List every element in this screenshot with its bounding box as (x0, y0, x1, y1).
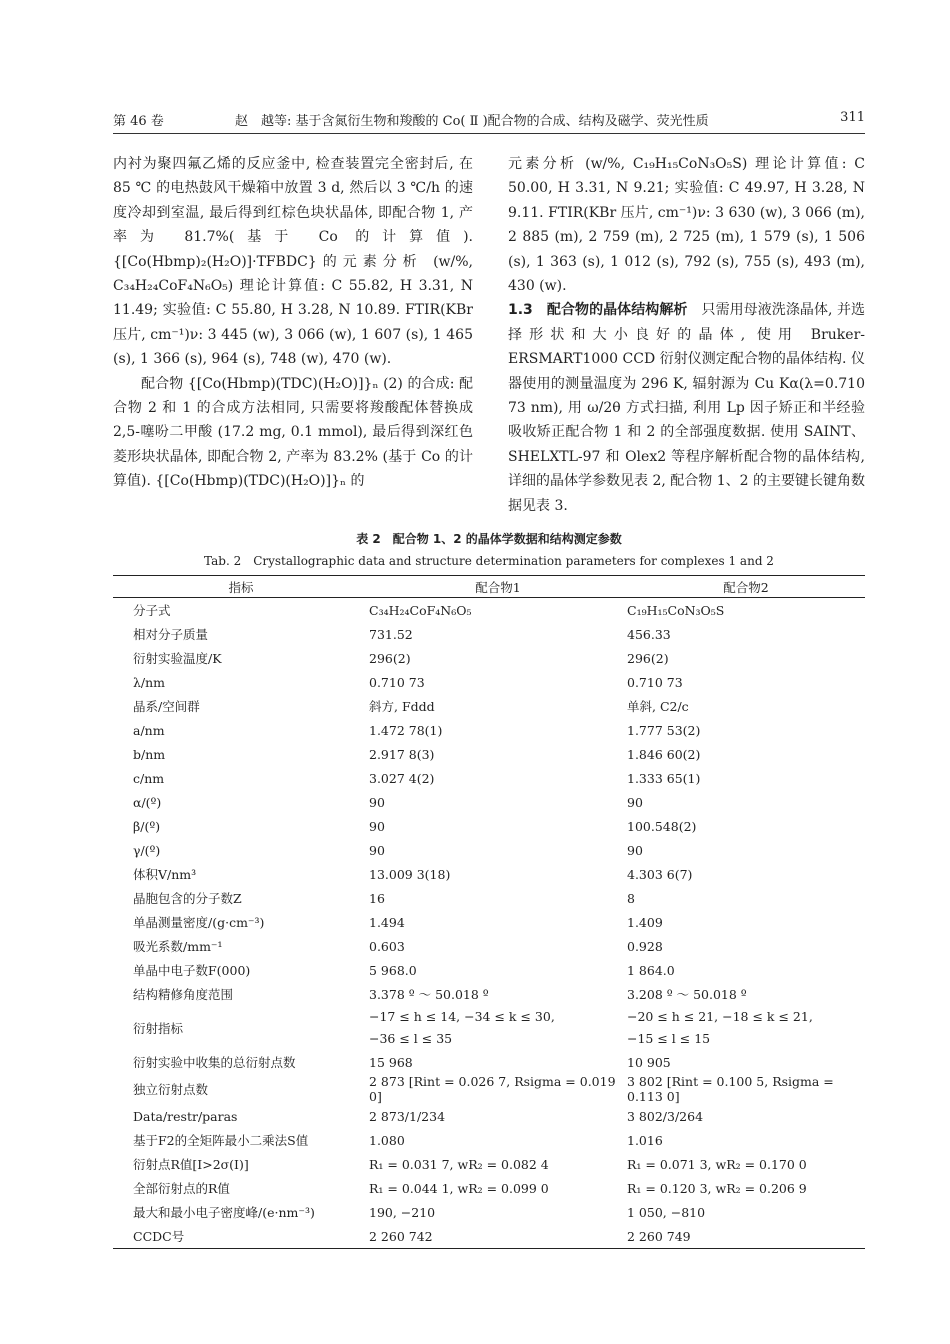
right-column (508, 152, 865, 518)
row-value: 斜方, Fddd (369, 699, 435, 714)
table-caption-en: Tab. 2 Crystallographic data and structure determination parameters for complexes 1 and 2 (204, 554, 774, 568)
row-value: 1.494 (369, 914, 405, 930)
row-label: 衍射指标 (133, 1021, 184, 1036)
row-value: 1 864.0 (627, 962, 675, 978)
row-value: 13.009 3(18) (369, 866, 451, 882)
row-label: 结构精修角度范围 (133, 987, 234, 1002)
table-row (113, 598, 865, 623)
table-row (113, 982, 865, 1006)
row-label: 晶系/空间群 (133, 699, 200, 714)
row-value: 0.710 73 (627, 674, 683, 690)
paragraph-synthesis-2: 配合物 {[Co(Hbmp)(TDC)(H₂O)]}ₙ (2) 的合成: 配合物 2 和 1 的合成方法相同, 只需要将羧酸配体替换成 2,5-噻吩二甲酸 (17.2 mg, 0.1 mmol), 最后得到深红色菱形块状晶体, 即配合物 2, 产率为 83.2% (基于 Co 的计算值). {[Co(Hbmp)(TDC)(H₂O)]}ₙ 的 (113, 375, 473, 490)
row-label: 衍射实验中收集的总衍射点数 (133, 1055, 296, 1070)
table-row (113, 742, 865, 766)
row-value: C₃₄H₂₄CoF₄N₆O₅ (369, 602, 472, 618)
row-label: 单晶中电子数F(000) (133, 963, 251, 978)
table-row (113, 862, 865, 886)
page-number: 311 (840, 110, 865, 125)
row-value: 1.472 78(1) (369, 722, 443, 738)
table-row (113, 1104, 865, 1128)
row-label: 最大和最小电子密度峰/(e·nm⁻³) (133, 1205, 315, 1220)
row-value: R₁ = 0.071 3, wR₂ = 0.170 0 (627, 1156, 807, 1172)
row-value: 4.303 6(7) (627, 866, 693, 882)
paragraph-analysis-2: 元素分析 (w/%, C₁₉H₁₅CoN₃O₅S) 理论计算值: C 50.00, H 3.31, N 9.21; 实验值: C 49.97, H 3.28, N 9.11. FTIR(KBr 压片, cm⁻¹)ν: 3 630 (w), 3 066 (m), 2 885 (m), 2 759 (m), 2 725 (m), 1 579 (s), 1 506 (s), 1 363 (s), 1 012 (s), 792 (s), 755 (s), 493 (m), 430 (w). (508, 156, 865, 295)
left-column (113, 152, 473, 494)
header-indicator: 指标 (113, 576, 369, 598)
row-label: α/(º) (133, 794, 162, 810)
paragraph-structure: 只需用母液洗涤晶体, 并选择形状和大小良好的晶体, 使用 Bruker-ERSMART1000 CCD 衍射仪测定配合物的晶体结构. 仪器使用的测量温度为 296 K, 辐射源为 Cu Kα(λ=0.710 73 nm), 用 ω/2θ 方式扫描, 利用 Lp 因子矫正和半经验吸收矫正配合物 1 和 2 的全部强度数据. 使用 SAINT、SHELXTL-97 和 Olex2 等程序解析配合物的晶体结构, 详细的晶体学参数见表 2, 配合物 1、2 的主要键长键角数据见表 3. (508, 302, 866, 514)
row-value: 3.027 4(2) (369, 770, 435, 786)
table-row (113, 670, 865, 694)
crystal-data-table (113, 575, 865, 1249)
row-value: 1.333 65(1) (627, 770, 701, 786)
table-header-row (113, 576, 865, 598)
row-value: −17 ≤ h ≤ 14, −34 ≤ k ≤ 30, −36 ≤ l ≤ 35 (369, 1009, 555, 1046)
row-label: 相对分子质量 (133, 627, 209, 642)
table-row (113, 1006, 865, 1050)
row-label: 吸光系数/mm⁻¹ (133, 939, 223, 954)
table-row (113, 622, 865, 646)
table-row (113, 838, 865, 862)
row-label: 全部衍射点的R值 (133, 1181, 230, 1196)
row-label: β/(º) (133, 818, 161, 834)
row-label: b/nm (133, 746, 166, 762)
table-row (113, 886, 865, 910)
row-value: 2.917 8(3) (369, 746, 435, 762)
row-value: 90 (627, 794, 643, 810)
row-value: R₁ = 0.031 7, wR₂ = 0.082 4 (369, 1156, 549, 1172)
row-value: 1 050, −810 (627, 1204, 706, 1220)
row-value: 2 873 [Rint = 0.026 7, Rsigma = 0.019 0] (369, 1074, 616, 1104)
row-value: R₁ = 0.120 3, wR₂ = 0.206 9 (627, 1180, 807, 1196)
table-row (113, 1050, 865, 1074)
row-value: 90 (369, 818, 385, 834)
row-value: 0.603 (369, 938, 405, 954)
row-label: 衍射点R值[I>2σ(I)] (133, 1157, 249, 1172)
row-value: 1.846 60(2) (627, 746, 701, 762)
header-rule (113, 133, 865, 134)
row-value: 2 873/1/234 (369, 1108, 446, 1124)
row-label: 衍射实验温度/K (133, 651, 222, 666)
header-complex-2: 配合物2 (627, 576, 865, 598)
row-value: 2 260 749 (627, 1224, 865, 1249)
table-row (113, 958, 865, 982)
row-value: 90 (369, 794, 385, 810)
table-row (113, 1176, 865, 1200)
row-value: 5 968.0 (369, 962, 417, 978)
row-value: 1.080 (369, 1132, 405, 1148)
row-value: 0.710 73 (369, 674, 425, 690)
row-value: 1.777 53(2) (627, 722, 701, 738)
row-value: 8 (627, 890, 635, 906)
table-row (113, 1200, 865, 1224)
table-row (113, 934, 865, 958)
table-row (113, 646, 865, 670)
row-label: 分子式 (133, 603, 171, 618)
row-value: 3.378 º ～ 50.018 º (369, 987, 489, 1002)
row-label: CCDC号 (113, 1224, 369, 1249)
row-value: 296(2) (369, 650, 411, 666)
row-value: −20 ≤ h ≤ 21, −18 ≤ k ≤ 21, −15 ≤ l ≤ 15 (627, 1009, 813, 1046)
table-row (113, 766, 865, 790)
row-value: 1.409 (627, 914, 663, 930)
volume-label: 第 46 卷 (113, 114, 164, 129)
row-value: 1.016 (627, 1132, 663, 1148)
row-label: c/nm (133, 770, 165, 786)
row-value: 0.928 (627, 938, 663, 954)
table-row (113, 694, 865, 718)
row-value: 单斜, C2/c (627, 699, 689, 714)
row-label: γ/(º) (133, 842, 161, 858)
row-value: 3.208 º ～ 50.018 º (627, 987, 747, 1002)
row-value: 456.33 (627, 626, 671, 642)
row-value: 15 968 (369, 1054, 413, 1070)
row-value: 16 (369, 890, 385, 906)
row-label: 晶胞包含的分子数Z (133, 891, 242, 906)
running-header (113, 110, 865, 132)
row-label: 独立衍射点数 (133, 1082, 209, 1097)
row-value: 90 (627, 842, 643, 858)
table-row (113, 790, 865, 814)
row-value: 190, −210 (369, 1204, 436, 1220)
table-caption-zh: 表 2 配合物 1、2 的晶体学数据和结构测定参数 (356, 532, 622, 546)
row-value: 2 260 742 (369, 1224, 627, 1249)
row-value: 3 802 [Rint = 0.100 5, Rsigma = 0.113 0] (627, 1074, 834, 1104)
table-row (113, 1224, 865, 1249)
row-label: Data/restr/paras (133, 1108, 238, 1124)
row-label: λ/nm (133, 674, 166, 690)
row-label: 基于F2的全矩阵最小二乘法S值 (133, 1133, 309, 1148)
row-value: 731.52 (369, 626, 413, 642)
paragraph-synthesis-1: 内衬为聚四氟乙烯的反应釜中, 检查装置完全密封后, 在 85 ℃ 的电热鼓风干燥箱中放置 3 d, 然后以 3 ℃/h 的速度冷却到室温, 最后得到红棕色块状晶体, 即配合物 1, 产率为 81.7%(基于 Co 的计算值). {[Co(Hbmp)₂(H₂O)]·TFBDC}的元素分析 (w/%, C₃₄H₂₄CoF₄N₆O₅) 理论计算值: C 55.82, H 3.31, N 11.49; 实验值: C 55.80, H 3.28, N 10.89. FTIR(KBr 压片, cm⁻¹)ν: 3 445 (w), 3 066 (w), 1 607 (s), 1 465 (s), 1 366 (s), 964 (s), 748 (w), 470 (w). (113, 156, 473, 368)
section-title: 1.3 配合物的晶体结构解析 (508, 302, 688, 319)
row-value: C₁₉H₁₅CoN₃O₅S (627, 602, 725, 618)
header-complex-1: 配合物1 (369, 576, 627, 598)
row-label: 单晶测量密度/(g·cm⁻³) (133, 915, 265, 930)
row-value: 296(2) (627, 650, 669, 666)
running-title: 赵 越等: 基于含氮衍生物和羧酸的 Co( Ⅱ )配合物的合成、结构及磁学、荧光性质 (235, 114, 709, 129)
table-row (113, 910, 865, 934)
table-row (113, 1128, 865, 1152)
row-label: 体积V/nm³ (133, 867, 197, 882)
row-label: a/nm (133, 722, 165, 738)
row-value: 100.548(2) (627, 818, 697, 834)
table-row (113, 814, 865, 838)
row-value: 3 802/3/264 (627, 1108, 704, 1124)
table-row (113, 1152, 865, 1176)
row-value: 10 905 (627, 1054, 671, 1070)
table-row (113, 1074, 865, 1104)
table-row (113, 718, 865, 742)
row-value: R₁ = 0.044 1, wR₂ = 0.099 0 (369, 1180, 549, 1196)
row-value: 90 (369, 842, 385, 858)
